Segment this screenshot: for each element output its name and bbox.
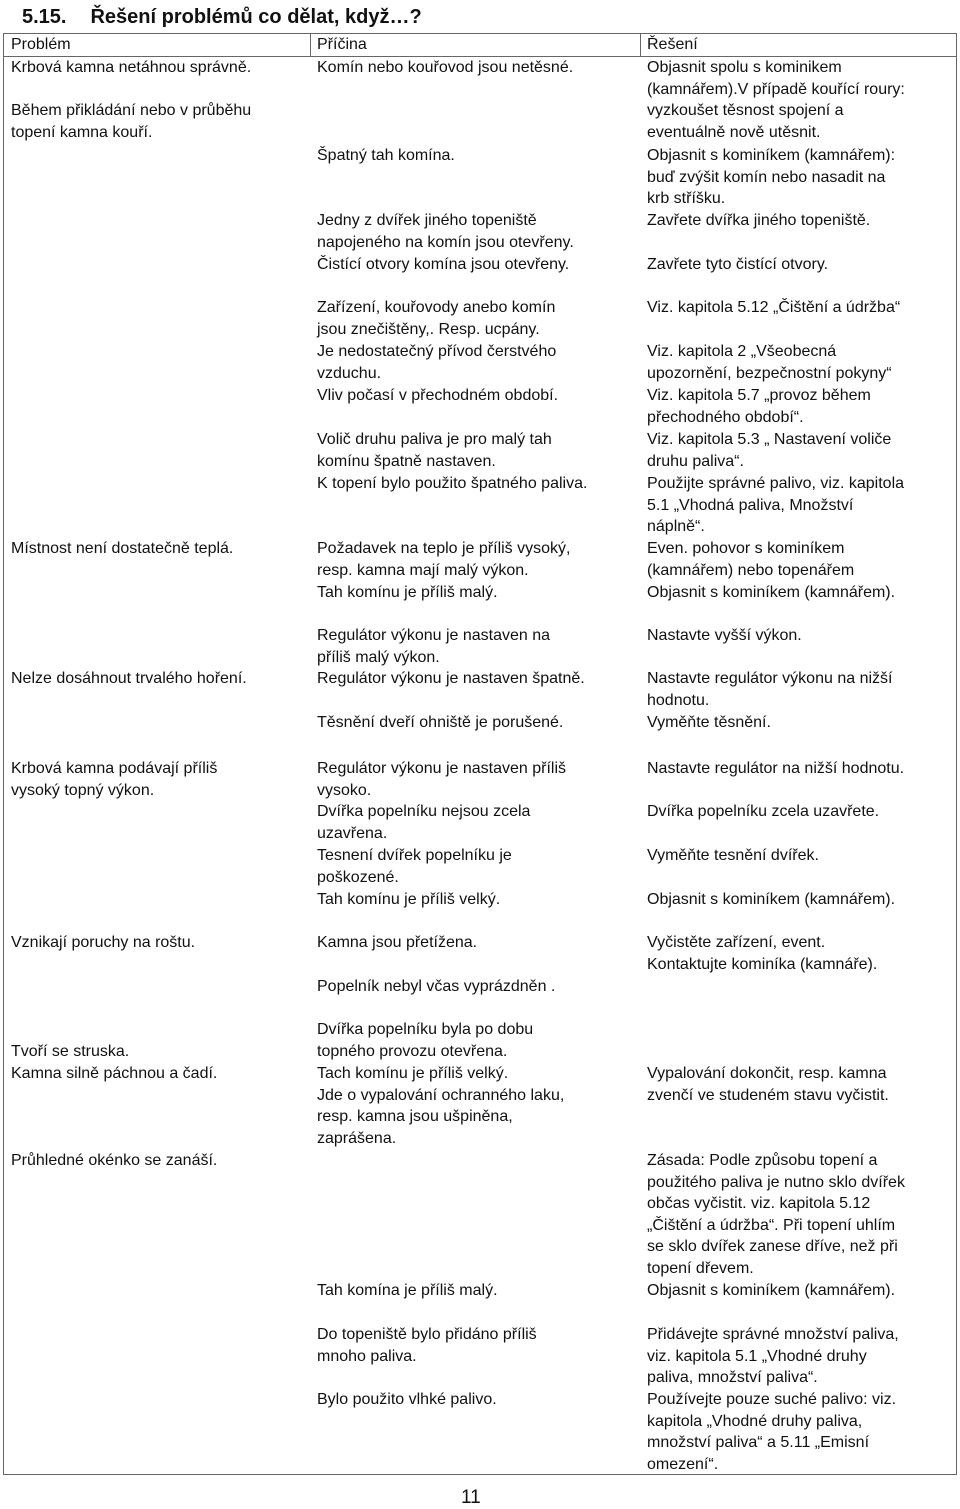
solution-cell: Vyměňte tesnění dvířek. <box>647 847 819 864</box>
header-cause: Příčina <box>317 36 367 53</box>
page-number: 11 <box>461 1487 481 1508</box>
solution-cell: Objasnit s kominíkem (kamnářem). <box>647 584 896 601</box>
cause-cell: Jedny z dvířek jiného topeniště napojeného na komín jsou otevřeny. <box>317 212 574 251</box>
cause-cell: Je nedostatečný přívod čerstvého vzduchu. <box>317 343 557 382</box>
cause-cell: Do topeniště bylo přidáno příliš mnoho paliva. <box>317 1326 537 1365</box>
cause-cell: Volič druhu paliva je pro malý tah komínu špatně nastaven. <box>317 431 552 470</box>
solution-cell: Nastavte regulátor na nižší hodnotu. <box>647 760 905 777</box>
troubleshooting-table <box>3 33 957 1475</box>
problem-cell: Nelze dosáhnout trvalého hoření. <box>11 670 247 687</box>
problem-cell: Průhledné okénko se zanáší. <box>11 1152 218 1169</box>
header-problem: Problém <box>11 36 71 53</box>
solution-cell: Vypalování dokončit, resp. kamna zvenčí ve studeném stavu vyčistit. <box>647 1065 889 1104</box>
solution-cell: Nastavte regulátor výkonu na nižší hodnotu. <box>647 670 893 709</box>
solution-cell: Vyměňte těsnění. <box>647 714 771 731</box>
solution-cell: Viz. kapitola 5.7 „provoz během přechodného období“. <box>647 387 871 426</box>
cause-cell: Vliv počasí v přechodném období. <box>317 387 559 404</box>
cause-cell: Popelník nebyl včas vyprázdněn . <box>317 978 556 995</box>
cause-cell: Dvířka popelníku nejsou zcela uzavřena. <box>317 803 531 842</box>
solution-cell: Zavřete tyto čistící otvory. <box>647 256 829 273</box>
solution-cell: Viz. kapitola 5.3 „ Nastavení voliče druhu paliva“. <box>647 431 892 470</box>
cause-cell: Těsnění dveří ohniště je porušené. <box>317 714 564 731</box>
problem-cell: Krbová kamna podávají příliš vysoký topný výkon. <box>11 760 218 799</box>
cause-cell: Komín nebo kouřovod jsou netěsné. <box>317 59 574 76</box>
solution-cell: Objasnit s kominíkem (kamnářem). <box>647 1282 896 1299</box>
solution-cell: Vyčistěte zařízení, event. Kontaktujte kominíka (kamnáře). <box>647 934 878 973</box>
solution-cell: Dvířka popelníku zcela uzavřete. <box>647 803 880 820</box>
solution-cell: Použijte správné palivo, viz. kapitola 5.1 „Vhodná paliva, Množství náplně“. <box>647 475 905 536</box>
cause-cell: Zařízení, kouřovody anebo komín jsou znečištěny,. Resp. ucpány. <box>317 299 556 338</box>
cause-cell: Špatný tah komína. <box>317 147 455 164</box>
cause-cell: Čistící otvory komína jsou otevřeny. <box>317 256 570 273</box>
header-solution: Řešení <box>647 36 698 53</box>
cause-cell: Tah komína je příliš malý. <box>317 1282 498 1299</box>
section-number: 5.15. <box>22 6 67 28</box>
problem-cell: Tvoří se struska. <box>11 1043 130 1060</box>
cause-cell: Dvířka popelníku byla po dobu topného provozu otevřena. <box>317 1021 534 1060</box>
solution-cell: Objasnit s kominíkem (kamnářem): buď zvýšit komín nebo nasadit na krb stříšku. <box>647 147 896 208</box>
cause-cell: K topení bylo použito špatného paliva. <box>317 475 588 492</box>
cause-cell: Regulátor výkonu je nastaven příliš vysoko. <box>317 760 567 799</box>
solution-cell: Viz. kapitola 2 „Všeobecná upozornění, bezpečnostní pokyny“ <box>647 343 892 382</box>
problem-cell: Vznikají poruchy na roštu. <box>11 934 196 951</box>
solution-cell: Objasnit s kominíkem (kamnářem). <box>647 891 896 908</box>
cause-cell: Požadavek na teplo je příliš vysoký, resp. kamna mají malý výkon. <box>317 540 571 579</box>
table-header-row <box>4 34 956 57</box>
section-title: Řešení problémů co dělat, když…? <box>90 6 422 28</box>
section-heading <box>22 6 422 29</box>
solution-cell: Nastavte vyšší výkon. <box>647 627 802 644</box>
solution-cell: Přidávejte správné množství paliva, viz. kapitola 5.1 „Vhodné druhy paliva, množství paliva“. <box>647 1326 899 1387</box>
solution-cell: Zavřete dvířka jiného topeniště. <box>647 212 871 229</box>
solution-cell: Even. pohovor s kominíkem (kamnářem) nebo topenářem <box>647 540 855 579</box>
cause-cell: Regulátor výkonu je nastaven špatně. <box>317 670 585 687</box>
solution-cell: Viz. kapitola 5.12 „Čištění a údržba“ <box>647 299 901 316</box>
cause-cell: Kamna jsou přetížena. <box>317 934 478 951</box>
cause-cell: Tesnení dvířek popelníku je poškozené. <box>317 847 512 886</box>
cause-cell: Tach komínu je příliš velký. Jde o vypalování ochranného laku, resp. kamna jsou ušpiněna, zaprášena. <box>317 1065 565 1147</box>
problem-cell: Místnost není dostatečně teplá. <box>11 540 234 557</box>
solution-cell: Objasnit spolu s kominikem (kamnářem).V případě kouřící roury: vyzkoušet těsnost spojení a eventuálně nově utěsnit. <box>647 59 905 141</box>
solution-cell: Používejte pouze suché palivo: viz. kapitola „Vhodné druhy paliva, množství paliva“ a 5.11 „Emisní omezení“. <box>647 1391 897 1473</box>
solution-cell: Zásada: Podle způsobu topení a použitého paliva je nutno sklo dvířek občas vyčistit. viz. kapitola 5.12 „Čištění a údržba“. Při topení uhlím se sklo dvířek zanese dříve, než při topení dřevem. <box>647 1152 905 1277</box>
problem-cell: Kamna silně páchnou a čadí. <box>11 1065 218 1082</box>
cause-cell: Tah komínu je příliš velký. <box>317 891 501 908</box>
cause-cell: Regulátor výkonu je nastaven na příliš malý výkon. <box>317 627 551 666</box>
cause-cell: Bylo použito vlhké palivo. <box>317 1391 497 1408</box>
problem-cell: Krbová kamna netáhnou správně. Během přikládání nebo v průběhu topení kamna kouří. <box>11 59 252 141</box>
cause-cell: Tah komínu je příliš malý. <box>317 584 498 601</box>
